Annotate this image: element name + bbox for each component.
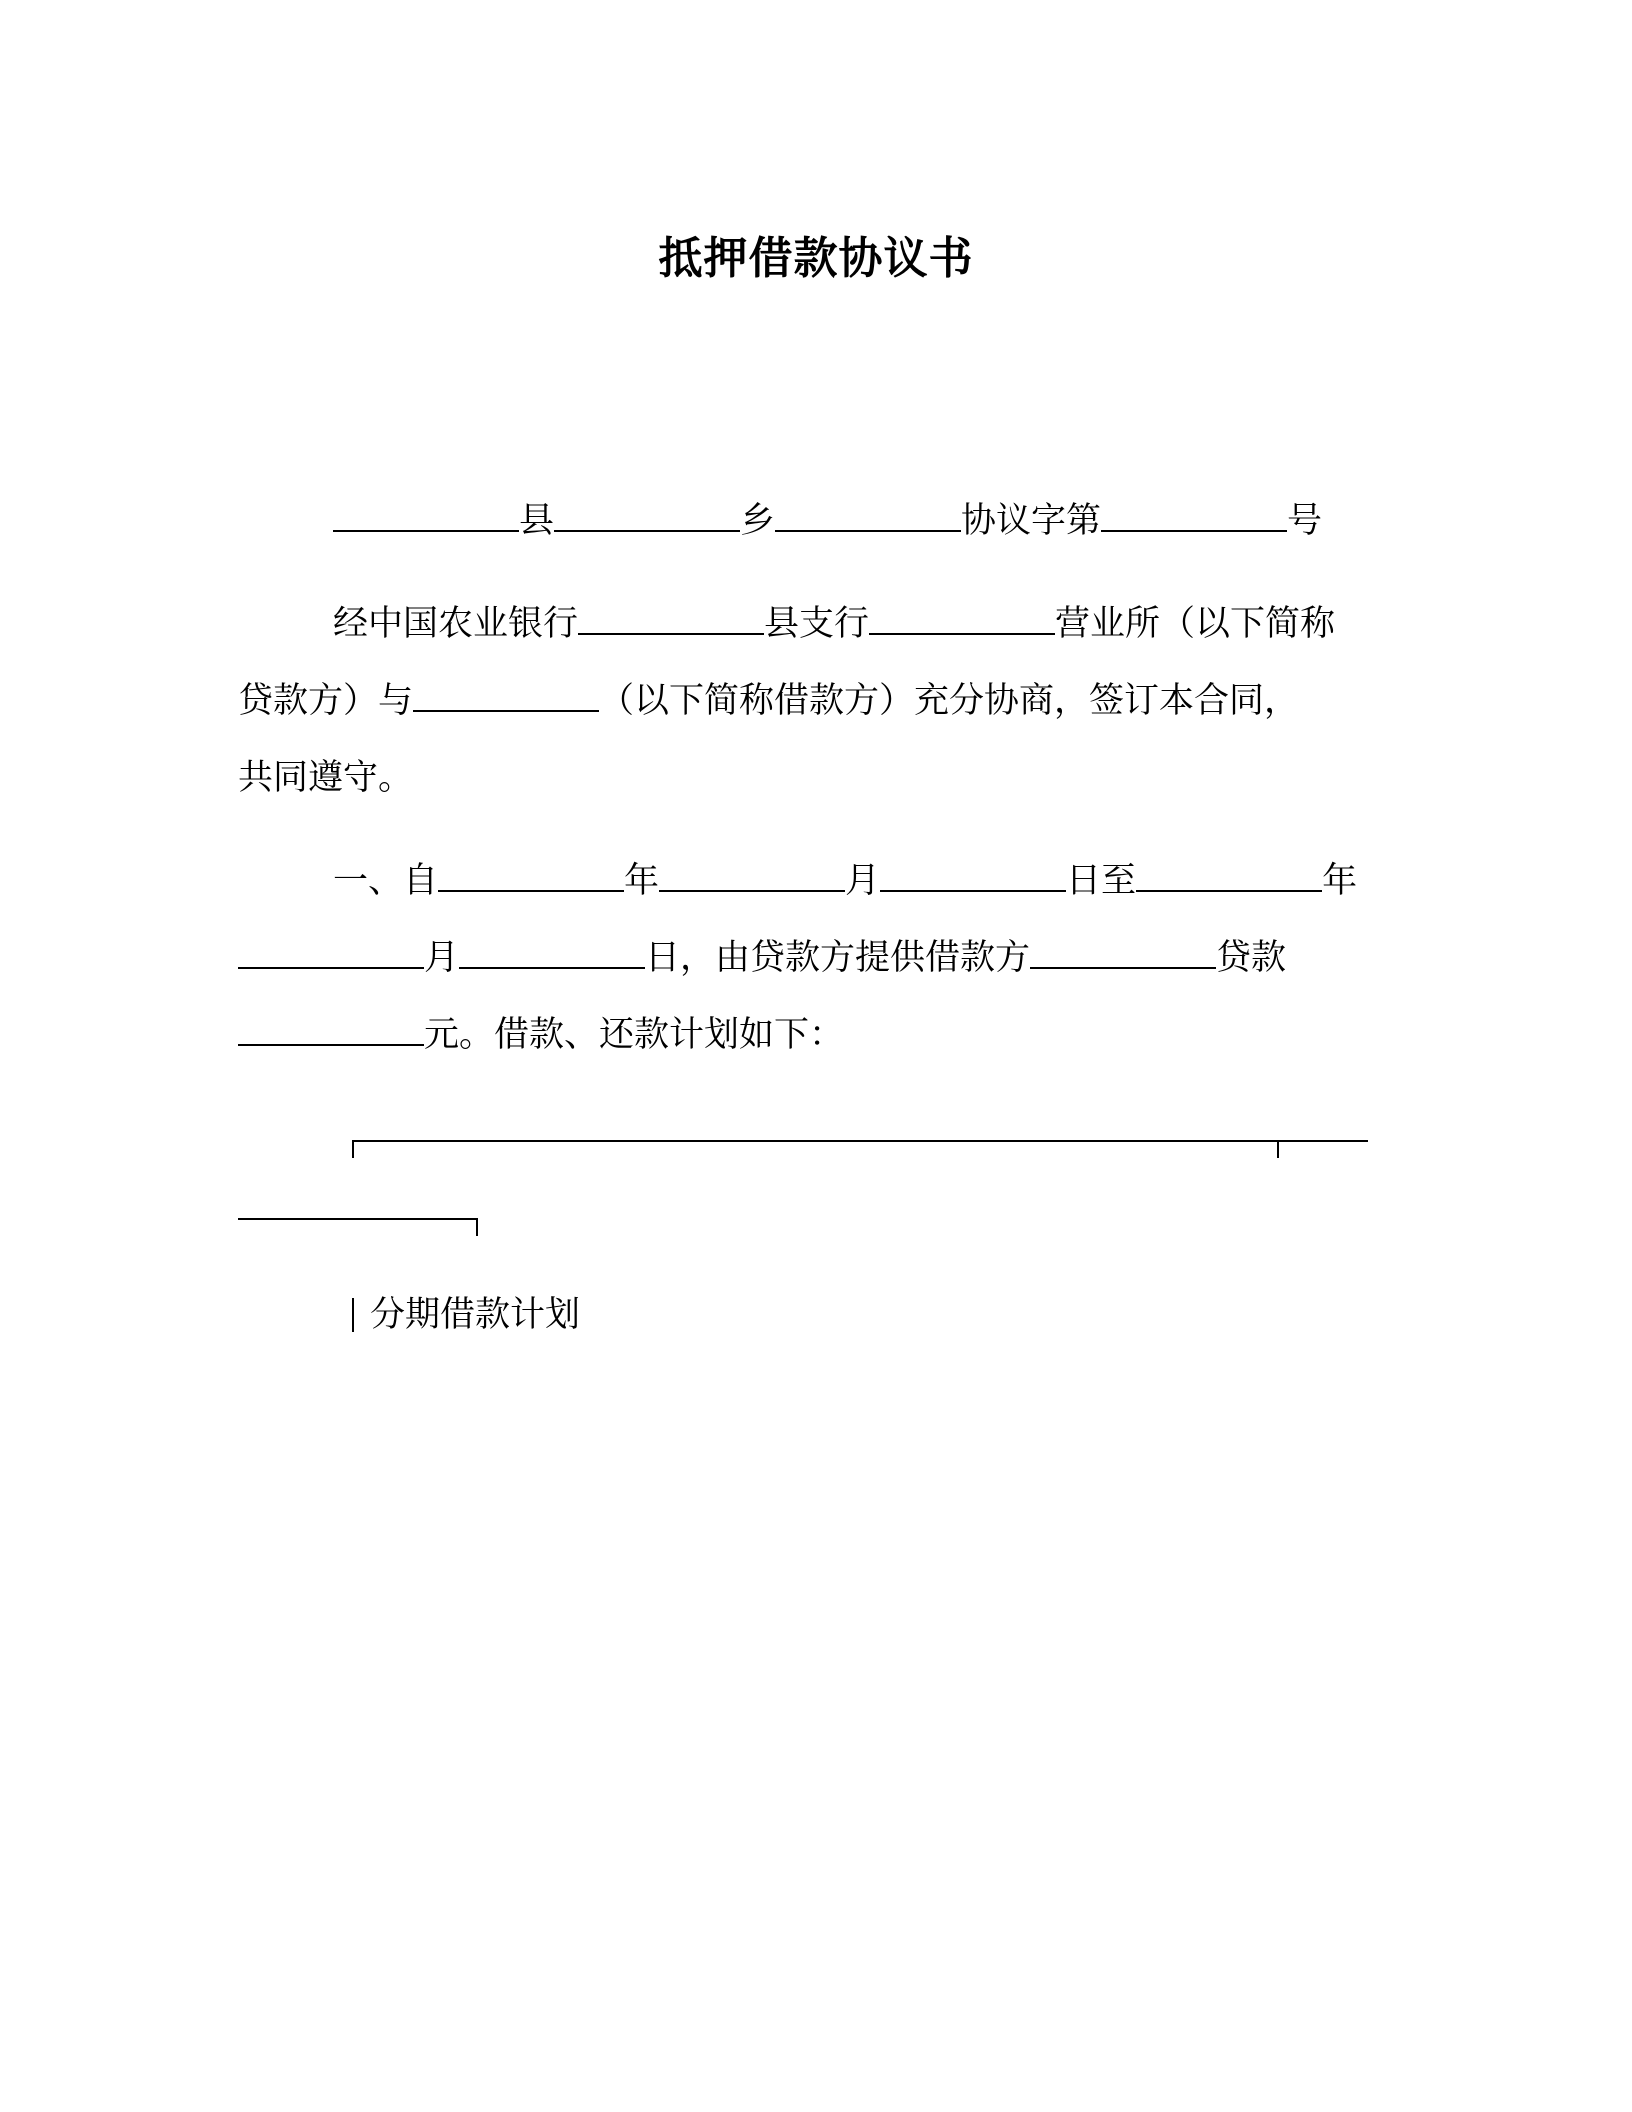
agreement-number-blank[interactable]	[1101, 500, 1287, 532]
loan-label: 贷款	[1216, 938, 1287, 978]
agreement-word-label: 协议字第	[961, 501, 1102, 541]
township-blank[interactable]	[554, 500, 740, 532]
table-mid-tick-top	[1277, 1140, 1279, 1158]
office-blank[interactable]	[869, 603, 1055, 635]
agreement-prefix-blank[interactable]	[775, 500, 961, 532]
intro-text-1: 经中国农业银行	[333, 604, 579, 644]
table-top-border	[352, 1140, 1368, 1142]
clause-one-line-3	[238, 1011, 844, 1059]
bank-county-blank[interactable]	[578, 603, 764, 635]
end-year-blank[interactable]	[1136, 860, 1322, 892]
county-blank[interactable]	[333, 500, 519, 532]
table-cell-left-border	[352, 1298, 354, 1332]
start-year-blank[interactable]	[438, 860, 624, 892]
month-label: 月	[845, 861, 881, 901]
document-title: 抵押借款协议书	[658, 233, 974, 284]
intro-text-3: 营业所（以下简称	[1055, 604, 1336, 644]
intro-text-6: 共同遵守。	[238, 758, 414, 798]
start-day-blank[interactable]	[880, 860, 1066, 892]
intro-text-5: （以下简称借款方）充分协商，签订本合同，	[599, 681, 1300, 721]
number-label: 号	[1287, 501, 1323, 541]
clause-one-line-1	[333, 857, 1357, 905]
year2-label: 年	[1322, 861, 1358, 901]
borrower-blank[interactable]	[413, 680, 599, 712]
clause-prefix: 一、自	[333, 861, 439, 901]
intro-text-4: 贷款方）与	[238, 681, 414, 721]
day-comma-text: 日，由贷款方提供借款方	[645, 938, 1031, 978]
month2-label: 月	[424, 938, 460, 978]
clause-one-line-2	[238, 934, 1286, 982]
start-month-blank[interactable]	[659, 860, 845, 892]
intro-line-1	[333, 600, 1335, 648]
county-label: 县	[519, 501, 555, 541]
amount-blank[interactable]	[238, 1014, 424, 1046]
intro-text-2: 县支行	[764, 604, 870, 644]
day-to-label: 日至	[1066, 861, 1137, 901]
loan-type-blank[interactable]	[1030, 937, 1216, 969]
yuan-text: 元。借款、还款计划如下：	[424, 1015, 845, 1055]
township-label: 乡	[740, 501, 776, 541]
end-day-blank[interactable]	[459, 937, 645, 969]
header-line	[333, 497, 1322, 545]
intro-line-2	[238, 677, 1299, 725]
table-second-border	[238, 1218, 478, 1220]
intro-line-3	[238, 754, 413, 802]
table-right-tick-second	[476, 1218, 478, 1236]
table-left-tick-top	[352, 1140, 354, 1158]
year-label: 年	[624, 861, 660, 901]
end-month-blank[interactable]	[238, 937, 424, 969]
installment-plan-heading: 分期借款计划	[370, 1295, 581, 1335]
